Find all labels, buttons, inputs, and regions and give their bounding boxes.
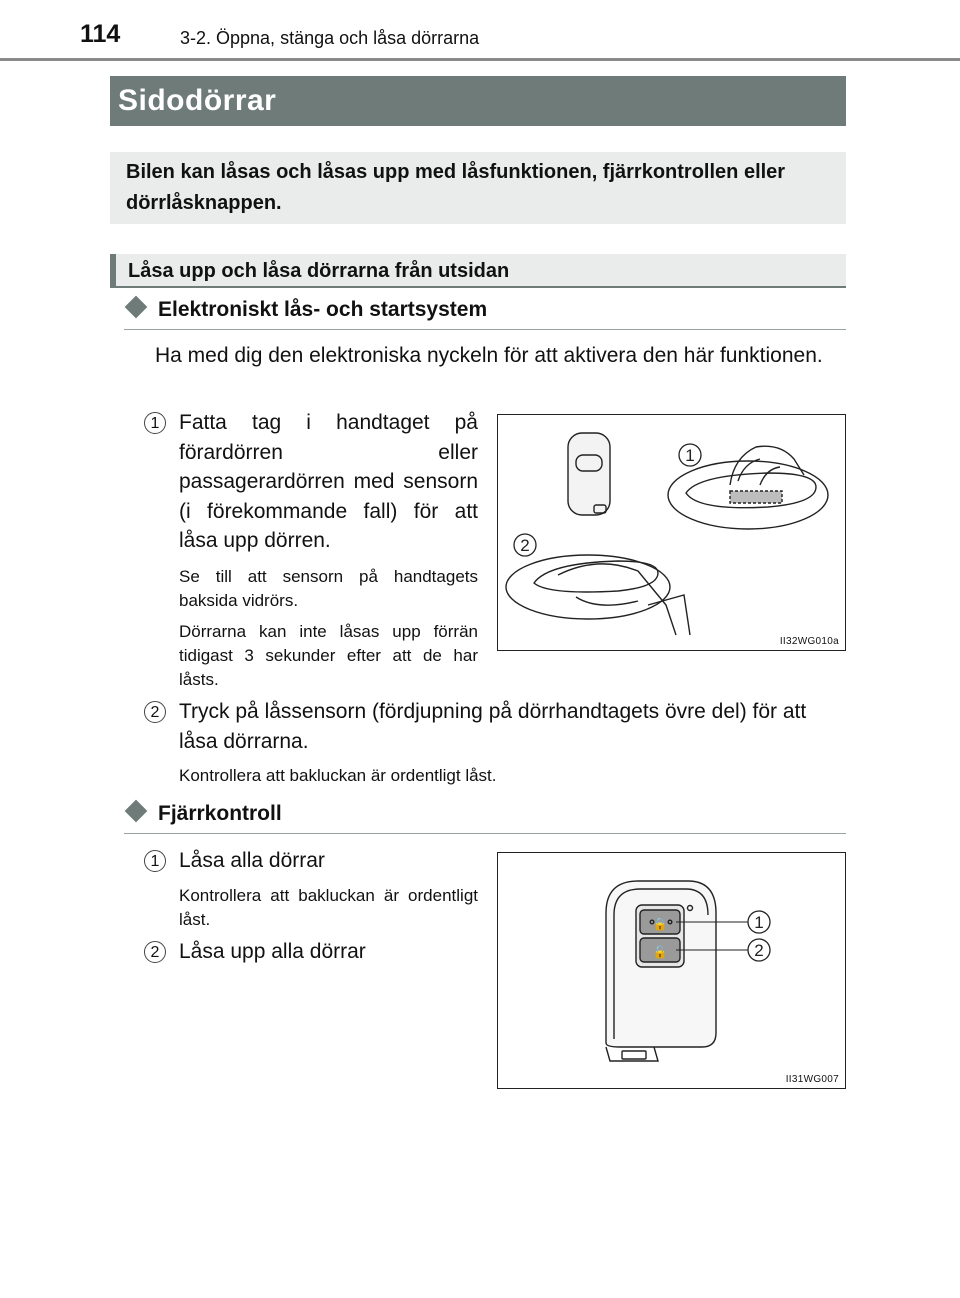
step-1-note-1: Se till att sensorn på handtagets baksida vidrörs. [179, 567, 478, 610]
lock-icon: 🔒 [652, 917, 668, 931]
unlock-icon: 🔓 [652, 945, 668, 959]
subsection-rule [124, 833, 846, 834]
remote-key-illustration [498, 853, 844, 1087]
diamond-bullet-icon [125, 800, 148, 823]
section-title: Sidodörrar [110, 76, 846, 126]
remote-item-number-1: 1 [144, 850, 166, 872]
remote-item-1-text: Låsa alla dörrar [179, 849, 325, 872]
electronic-subsection-title: Elektroniskt lås- och startsystem [158, 298, 488, 321]
step-2-note: Kontrollera att bakluckan är ordentligt låst. [179, 766, 497, 785]
intro-box: Bilen kan låsas och låsas upp med låsfunktionen, fjärrkontrollen eller dörrlåsknappen. [110, 152, 846, 224]
electronic-subsection-heading [124, 298, 487, 322]
door-figure-callout-2: 2 [520, 536, 530, 555]
step-number-2: 2 [144, 701, 166, 723]
header-rule [0, 58, 960, 61]
step-2-text: Tryck på låssensorn (fördjupning på dörrhandtagets övre del) för att låsa dörrarna. [179, 700, 807, 753]
remote-key-figure [497, 852, 846, 1089]
door-handle-illustration [498, 415, 844, 649]
remote-figure-callout-2: 2 [754, 941, 764, 960]
figure-code-2: II31WG007 [785, 1074, 839, 1085]
remote-item-number-2: 2 [144, 941, 166, 963]
subheading: Låsa upp och låsa dörrarna från utsidan [110, 254, 846, 288]
figure-code-1: II32WG010a [779, 636, 839, 647]
subsection-rule [124, 329, 846, 330]
step-number-1: 1 [144, 412, 166, 434]
step-1-text: Fatta tag i handtaget på förardörren eller passagerardörren med sensorn (i förekommande fall) för att låsa upp dörren. [179, 411, 478, 552]
step-1-note-2: Dörrarna kan inte låsas upp förrän tidigast 3 sekunder efter att de har låsts. [179, 622, 478, 689]
remote-item-1-note: Kontrollera att bakluckan är ordentligt låst. [179, 886, 478, 929]
electronic-intro: Ha med dig den elektroniska nyckeln för att aktivera den här funktionen. [155, 344, 823, 367]
remote-item-2-text: Låsa upp alla dörrar [179, 940, 366, 963]
remote-figure-callout-1: 1 [754, 913, 764, 932]
chapter-title: 3-2. Öppna, stänga och låsa dörrarna [180, 28, 480, 48]
door-figure-callout-1: 1 [685, 446, 695, 465]
diamond-bullet-icon [125, 296, 148, 319]
door-handle-figure [497, 414, 846, 651]
page-number: 114 [80, 20, 121, 48]
remote-subsection-title: Fjärrkontroll [158, 802, 282, 825]
remote-subsection-heading [124, 802, 282, 826]
